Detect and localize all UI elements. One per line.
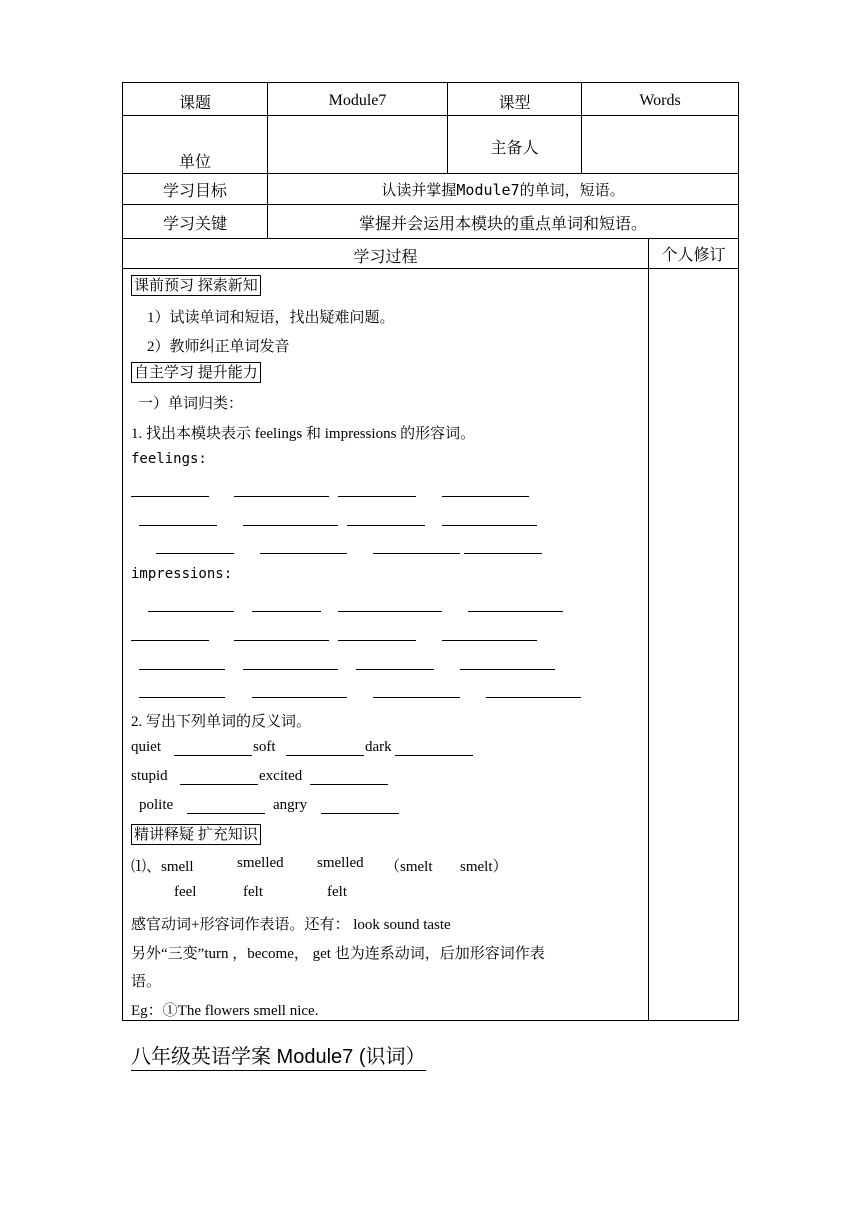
preparer-label: 主备人 [490, 139, 539, 157]
topic-label: 课题 [178, 94, 211, 112]
preview-item-2: 2）教师纠正单词发音 [147, 339, 290, 355]
note-line-2: 另外“三变”turn ，become， get 也为连系动词，后加形容词作表 [131, 946, 545, 962]
feelings-label: feelings: [131, 451, 207, 467]
page-footer-title: 八年级英语学案 Module7 (识词） [131, 1040, 426, 1069]
revision-label: 个人修订 [661, 246, 726, 264]
impressions-label: impressions: [131, 566, 233, 582]
unit-label: 单位 [178, 153, 211, 171]
section-explain-title: 精讲释疑 扩充知识 [131, 824, 261, 845]
section-self-study-title: 自主学习 提升能力 [131, 362, 261, 383]
question-1: 1. 找出本模块表示 feelings 和 impressions 的形容词。 [131, 426, 476, 442]
goal-label: 学习目标 [162, 182, 227, 200]
question-2: 2. 写出下列单词的反义词。 [131, 714, 312, 730]
type-value: Words [639, 92, 681, 109]
preparer-value [582, 132, 738, 160]
example-line: Eg：①The flowers smell nice. [131, 1003, 319, 1019]
unit-value [268, 130, 447, 160]
key-value: 掌握并会运用本模块的重点单词和短语。 [358, 215, 647, 233]
preview-item-1: 1）试读单词和短语，找出疑难问题。 [147, 310, 395, 326]
process-label: 学习过程 [353, 248, 418, 266]
topic-value: Module7 [328, 92, 387, 109]
note-line-1: 感官动词+形容词作表语。还有： look sound taste [131, 917, 451, 933]
type-label: 课型 [498, 94, 531, 112]
key-label: 学习关键 [162, 215, 227, 233]
word-category-heading: 一）单词归类： [138, 396, 244, 412]
section-preview-title: 课前预习 探索新知 [131, 275, 261, 296]
note-line-3: 语。 [131, 974, 162, 990]
goal-value: 认读并掌握Module7的单词，短语。 [381, 180, 625, 199]
